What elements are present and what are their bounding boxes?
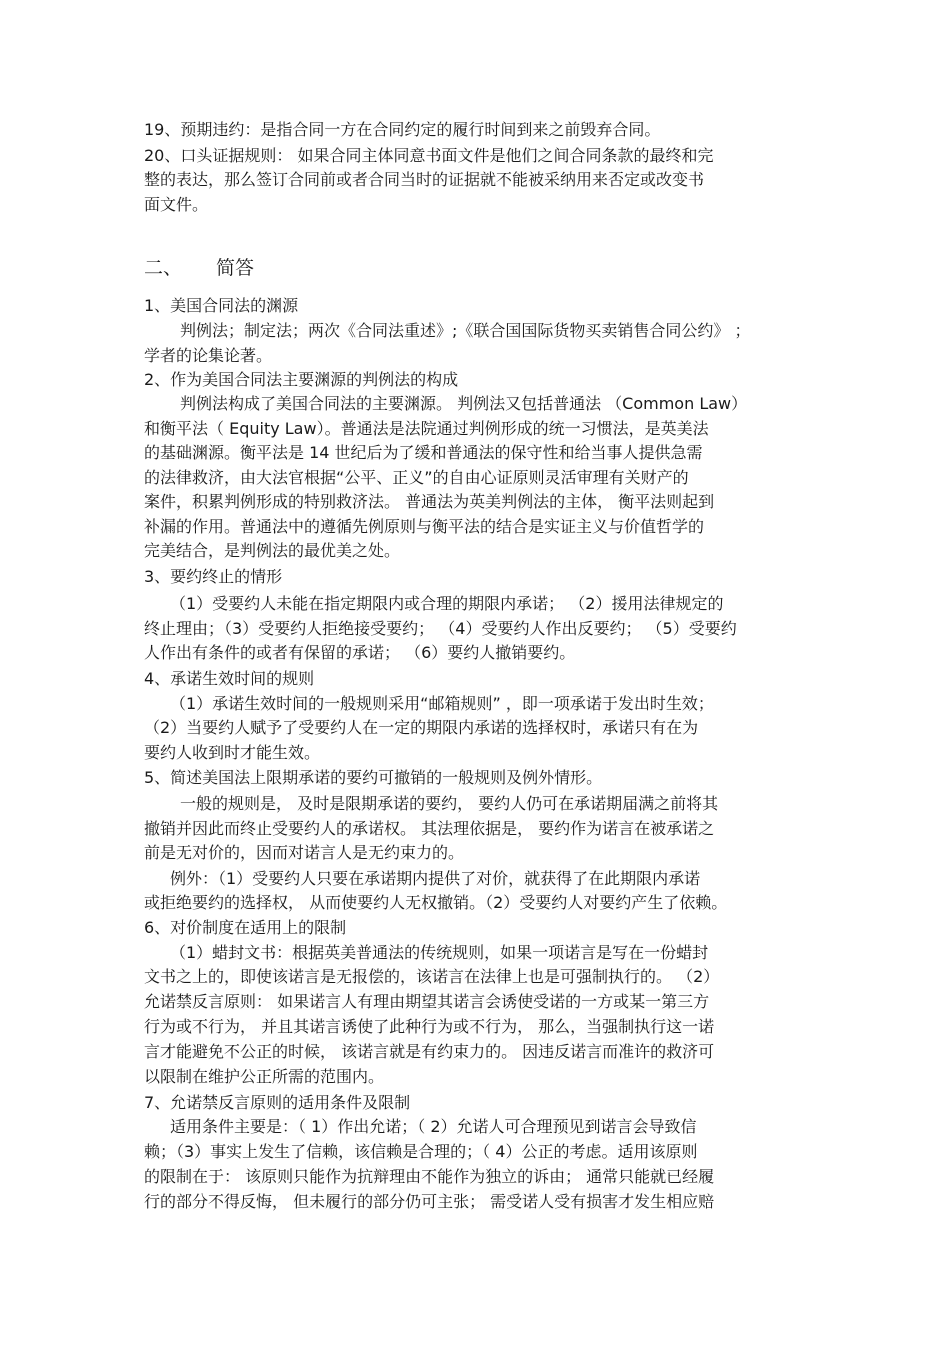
answer-line: 终止理由；（3）受要约人拒绝接受要约； （4）受要约人作出反要约； （5）受要约 xyxy=(144,619,737,638)
answer-line: 要约人收到时才能生效。 xyxy=(144,743,321,762)
answer-line: 的基础渊源。衡平法是 14 世纪后为了缓和普通法的保守性和给当事人提供急需 xyxy=(144,443,703,462)
answer-line: 行为或不行为， 并且其诺言诱使了此种行为或不行为， 那么，当强制执行这一诺 xyxy=(144,1017,715,1036)
answer-line: 学者的论集论著。 xyxy=(144,346,273,365)
answer-line: 人作出有条件的或者有保留的承诺； （6）要约人撤销要约。 xyxy=(144,643,576,662)
question-title: 7、允诺禁反言原则的适用条件及限制 xyxy=(144,1093,411,1112)
answer-line: 或拒绝要约的选择权， 从而使要约人无权撤销。（2）受要约人对要约产生了依赖。 xyxy=(144,893,728,912)
answer-line: 补漏的作用。普通法中的遵循先例原则与衡平法的结合是实证主义与价值哲学的 xyxy=(144,517,705,536)
question-title: 4、承诺生效时间的规则 xyxy=(144,669,315,688)
answer-line: 案件，积累判例形成的特别救济法。 普通法为英美判例法的主体， 衡平法则起到 xyxy=(144,492,715,511)
answer-line: 的限制在于： 该原则只能作为抗辩理由不能作为独立的诉由； 通常只能就已经履 xyxy=(144,1167,715,1186)
definition-20-line: 20、口头证据规则： 如果合同主体同意书面文件是他们之间合同条款的最终和完 xyxy=(144,146,714,165)
answer-line: 文书之上的，即使该诺言是无报偿的，该诺言在法律上也是可强制执行的。 （2） xyxy=(144,967,720,986)
question-title: 3、要约终止的情形 xyxy=(144,567,283,586)
answer-line: 一般的规则是， 及时是限期承诺的要约， 要约人仍可在承诺期届满之前将其 xyxy=(180,794,719,813)
section-heading xyxy=(144,256,254,280)
definition-19: 19、预期违约：是指合同一方在合同约定的履行时间到来之前毁弃合同。 xyxy=(144,120,661,139)
answer-line: 适用条件主要是：（ 1）作出允诺；（ 2）允诺人可合理预见到诺言会导致信 xyxy=(170,1117,697,1136)
question-title: 1、美国合同法的渊源 xyxy=(144,296,299,315)
answer-line: 例外：（1）受要约人只要在承诺期内提供了对价，就获得了在此期限内承诺 xyxy=(170,869,701,888)
question-title: 5、简述美国法上限期承诺的要约可撤销的一般规则及例外情形。 xyxy=(144,768,603,787)
answer-line: 判例法；制定法；两次《合同法重述》;《联合国国际货物买卖销售合同公约》 ； xyxy=(180,321,751,340)
section-number: 二、 xyxy=(144,257,183,279)
question-title: 2、作为美国合同法主要渊源的判例法的构成 xyxy=(144,370,459,389)
definition-20-line: 面文件。 xyxy=(144,195,209,214)
definition-20-line: 整的表达，那么签订合同前或者合同当时的证据就不能被采纳用来否定或改变书 xyxy=(144,170,705,189)
answer-line: 言才能避免不公正的时候， 该诺言就是有约束力的。 因违反诺言而准许的救济可 xyxy=(144,1042,715,1061)
answer-line: （1）受要约人未能在指定期限内或合理的期限内承诺； （2）援用法律规定的 xyxy=(170,594,724,613)
answer-line: 行的部分不得反悔， 但未履行的部分仍可主张； 需受诺人受有损害才发生相应赔 xyxy=(144,1192,715,1211)
answer-line: 和衡平法（ Equity Law）。普通法是法院通过判例形成的统一习惯法，是英美法 xyxy=(144,419,709,438)
answer-line: 判例法构成了美国合同法的主要渊源。 判例法又包括普通法 （Common Law） xyxy=(180,394,748,413)
answer-line: 撤销并因此而终止受要约人的承诺权。 其法理依据是， 要约作为诺言在被承诺之 xyxy=(144,819,715,838)
answer-line: 允诺禁反言原则： 如果诺言人有理由期望其诺言会诱使受诺的一方或某一第三方 xyxy=(144,992,710,1011)
section-title: 简答 xyxy=(216,257,255,279)
answer-line: （2）当要约人赋予了受要约人在一定的期限内承诺的选择权时，承诺只有在为 xyxy=(144,718,699,737)
answer-line: 前是无对价的，因而对诺言人是无约束力的。 xyxy=(144,843,465,862)
answer-line: （1）承诺生效时间的一般规则采用“邮箱规则” ，即一项承诺于发出时生效； xyxy=(170,694,714,713)
answer-line: 的法律救济，由大法官根据“公平、正义”的自由心证原则灵活审理有关财产的 xyxy=(144,468,689,487)
answer-line: 赖；（3）事实上发生了信赖，该信赖是合理的；（ 4）公正的考虑。适用该原则 xyxy=(144,1142,698,1161)
answer-line: 完美结合，是判例法的最优美之处。 xyxy=(144,541,401,560)
answer-line: （1）蜡封文书：根据英美普通法的传统规则，如果一项诺言是写在一份蜡封 xyxy=(170,943,709,962)
question-title: 6、对价制度在适用上的限制 xyxy=(144,918,347,937)
answer-line: 以限制在维护公正所需的范围内。 xyxy=(144,1067,385,1086)
